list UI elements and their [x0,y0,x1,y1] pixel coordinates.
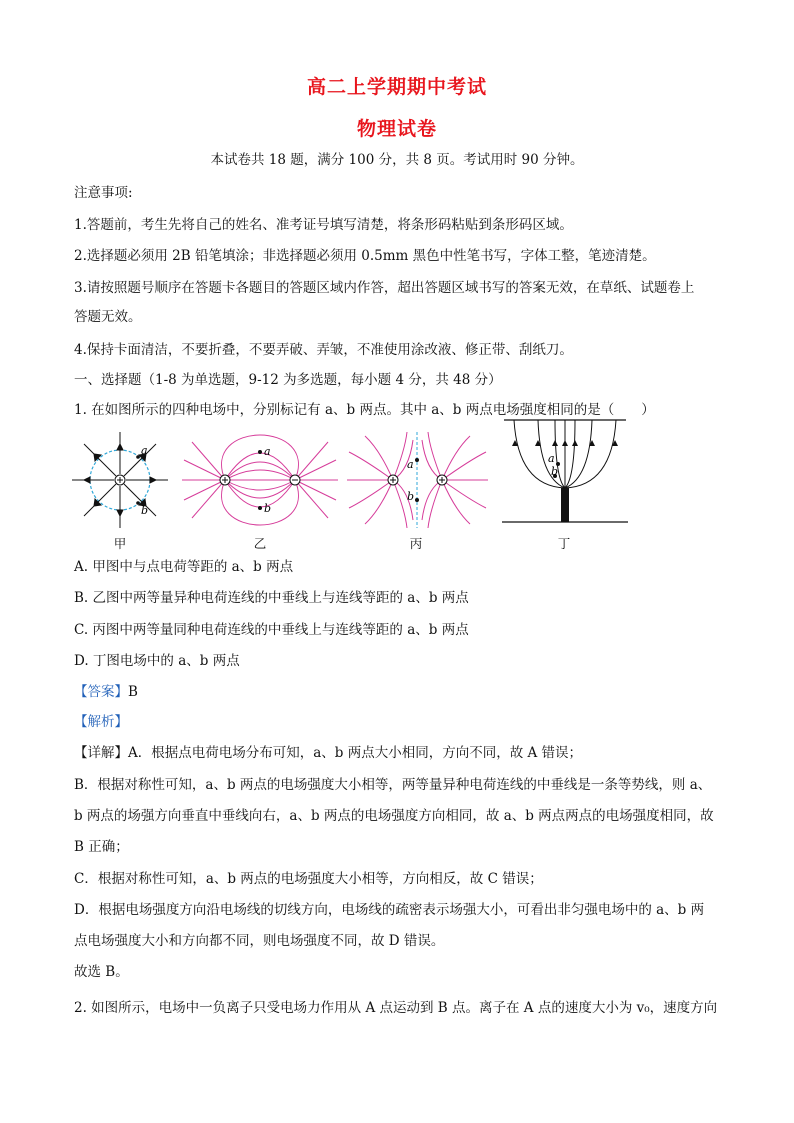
answer-line [74,682,724,702]
answer-tag: 【答案】 [74,684,128,700]
exam-info: 本试卷共 18 题，满分 100 分，共 8 页。考试用时 90 分钟。 [210,152,584,168]
note-item: 1.答题前，考生先将自己的姓名、准考证号填写清楚，将条形码粘贴到条形码区域。 [74,217,573,233]
explanation-line: B．根据对称性可知，a、b 两点的电场强度大小相等，两等量异种电荷连线的中垂线是一条等势线，则 a、 [74,777,712,793]
explanation-line: B 正确； [74,839,129,855]
explanation-line: 故选 B。 [74,964,129,980]
explanation-line: b 两点的场强方向垂直中垂线向右，a、b 两点的电场强度方向相同，故 a、b 两点两点的电场强度相同，故 [74,808,714,824]
figure-label-bing: 丙 [409,536,423,551]
notes-heading: 注意事项: [74,185,133,201]
point-a-label: a [407,458,414,471]
point-b-label: b [141,504,149,517]
question-1-stem: 1. 在如图所示的四种电场中，分别标记有 a、b 两点。其中 a、b 两点电场强度相同的是（ ） [74,402,655,418]
option-c: C. 丙图中两等量同种电荷连线的中垂线上与连线等距的 a、b 两点 [74,622,469,638]
explanation-line: 点电场强度大小和方向都不同，则电场强度不同，故 D 错误。 [74,933,445,949]
explanation-line: C．根据对称性可知，a、b 两点的电场强度大小相等，方向相反，故 C 错误； [74,871,543,887]
option-d: D. 丁图电场中的 a、b 两点 [74,653,240,669]
figure-label-jia: 甲 [113,536,127,551]
figure-ding-nonuniform-field [500,418,630,526]
figure-label-yi: 乙 [253,536,267,551]
answer-value: B [128,684,138,700]
option-b: B. 乙图中两等量异种电荷连线的中垂线上与连线等距的 a、b 两点 [74,590,469,606]
figure-yi-opposite-charges [180,430,340,530]
point-b-label: b [264,502,272,515]
point-b-label: b [551,465,559,478]
explanation-line: D．根据电场强度方向沿电场线的切线方向，电场线的疏密表示场强大小，可看出非匀强电场中的 a、b 两 [74,902,705,918]
note-item: 答题无效。 [74,309,142,325]
figure-label-ding: 丁 [557,536,571,551]
note-item: 4.保持卡面清洁，不要折叠，不要弄破、弄皱，不准使用涂改液、修正带、刮纸刀。 [74,342,573,358]
exam-subtitle: 物理试卷 [356,118,437,140]
section-heading: 一、选择题（1-8 为单选题，9-12 为多选题，每小题 4 分，共 48 分） [74,372,502,388]
point-a-label: a [141,444,148,457]
note-item: 3.请按照题号顺序在答题卡各题目的答题区域内作答，超出答题区域书写的答案无效，在草纸、试题卷上 [74,280,695,296]
question-2-stem: 2. 如图所示，电场中一负离子只受电场力作用从 A 点运动到 B 点。离子在 A 点的速度大小为 v₀，速度方向 [74,1000,718,1016]
point-a-label: a [548,452,555,465]
point-a-label: a [264,445,271,458]
explanation-line: 【详解】A．根据点电荷电场分布可知，a、b 两点大小相同，方向不同，故 A 错误； [74,745,583,761]
exam-title: 高二上学期期中考试 [306,76,487,98]
note-item: 2.选择题必须用 2B 铅笔填涂；非选择题必须用 0.5mm 黑色中性笔书写，字体工整，笔迹清楚。 [74,248,656,264]
analysis-tag: 【解析】 [74,714,128,730]
figure-bing-like-charges [345,430,490,530]
option-a: A. 甲图中与点电荷等距的 a、b 两点 [74,559,294,575]
figure-jia-point-charge [70,430,170,530]
point-b-label: b [407,490,415,503]
